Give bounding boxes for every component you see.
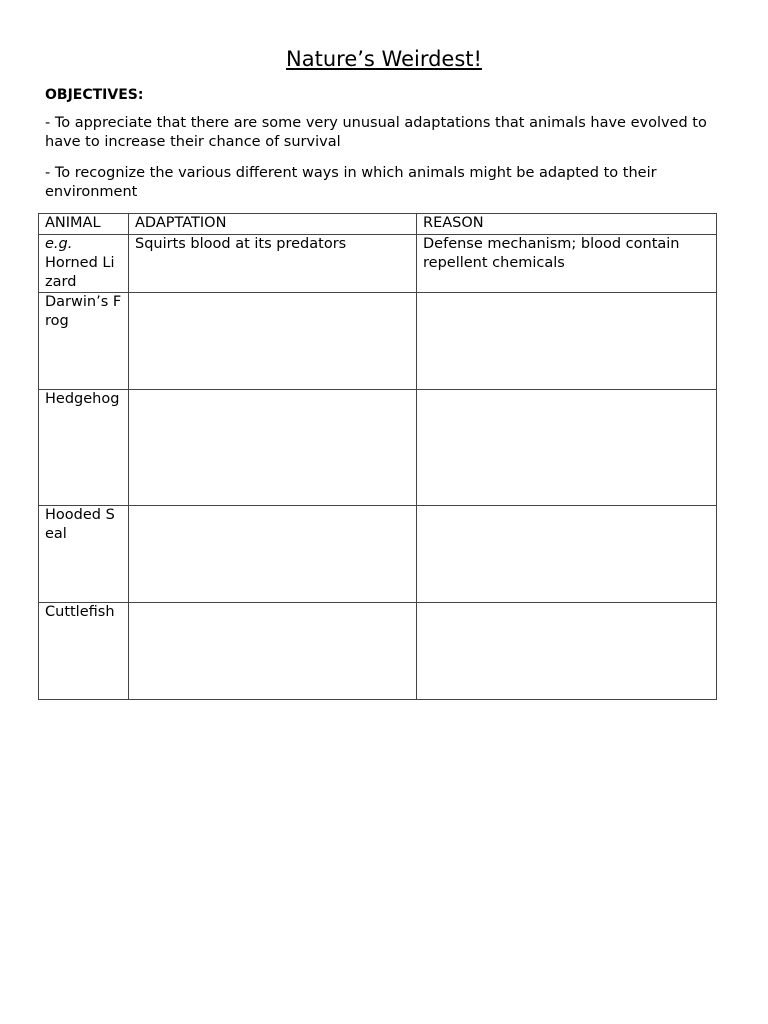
objectives-heading: OBJECTIVES: [45,87,144,103]
adaptation-cell[interactable] [129,293,417,390]
adaptation-cell[interactable] [129,603,417,700]
table-row-example [39,235,717,293]
reason-cell[interactable] [417,603,717,700]
reason-cell: Defense mechanism; blood contain repellent chemicals [417,235,717,293]
animal-name: Horned Lizard [45,255,115,290]
reason-cell[interactable] [417,506,717,603]
reason-cell[interactable] [417,390,717,506]
reason-cell[interactable] [417,293,717,390]
column-header-animal: ANIMAL [39,214,129,235]
animal-cell: Darwin’s Frog [39,293,129,390]
animal-cell [39,235,129,293]
animal-cell: Cuttlefish [39,603,129,700]
adaptation-cell: Squirts blood at its predators [129,235,417,293]
example-prefix: e.g. [45,236,73,252]
table-row [39,506,717,603]
animal-cell: Hedgehog [39,390,129,506]
adaptations-table [38,213,717,700]
table-header-row [39,214,717,235]
column-header-adaptation: ADAPTATION [129,214,417,235]
objective-item: - To appreciate that there are some very unusual adaptations that animals have evolved to have to increase their chance of survival [45,115,707,150]
objective-item: - To recognize the various different ways in which animals might be adapted to their environment [45,165,657,200]
adaptation-cell[interactable] [129,390,417,506]
column-header-reason: REASON [417,214,717,235]
adaptation-cell[interactable] [129,506,417,603]
animal-cell: Hooded Seal [39,506,129,603]
page-title: Nature’s Weirdest! [286,47,482,71]
table-row [39,390,717,506]
table-row [39,293,717,390]
table-row [39,603,717,700]
